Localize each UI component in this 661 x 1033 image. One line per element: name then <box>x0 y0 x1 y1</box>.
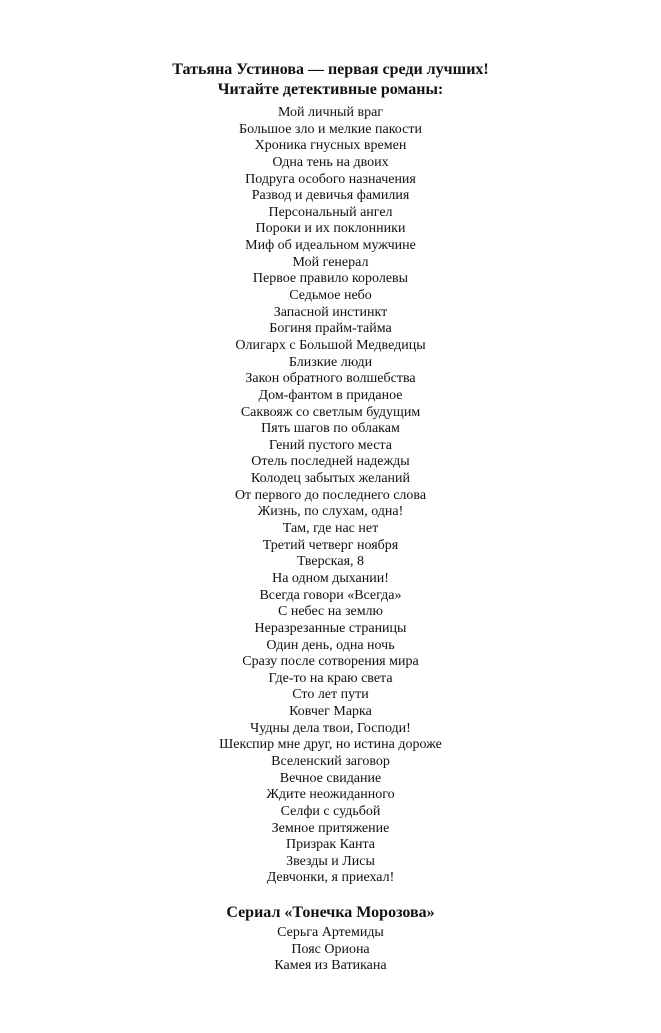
novel-title: Жизнь, по слухам, одна! <box>257 504 404 520</box>
novel-title: Тверская, 8 <box>296 554 365 570</box>
novel-title: Ждите неожиданного <box>266 787 395 803</box>
novel-title: Мой генерал <box>292 254 369 270</box>
novel-title: Там, где нас нет <box>282 521 379 537</box>
novel-title: На одном дыхании! <box>272 570 389 586</box>
novel-title: Сразу после сотворения мира <box>242 654 419 670</box>
novel-title: Гений пустого места <box>269 437 392 453</box>
novel-title: Саквояж со светлым будущим <box>240 404 421 420</box>
novel-title: Отель последней надежды <box>251 454 410 470</box>
novel-list <box>0 105 661 887</box>
novel-title: Одна тень на двоих <box>272 154 389 170</box>
novel-title: Колодец забытых желаний <box>250 471 411 487</box>
novel-title: Один день, одна ночь <box>266 637 395 653</box>
novel-title: Селфи с судьбой <box>280 803 381 819</box>
novel-title: Олигарх с Большой Медведицы <box>235 337 426 353</box>
series-book-title: Камея из Ватикана <box>274 958 387 974</box>
novel-title: Мой личный враг <box>277 105 384 120</box>
novel-title: Звезды и Лисы <box>286 853 375 869</box>
novel-title: Вселенский заговор <box>271 753 390 769</box>
page-heading <box>0 60 661 100</box>
novel-title: Девчонки, я приехал! <box>266 870 395 886</box>
novel-title: Третий четверг ноября <box>262 537 399 553</box>
series-heading-block <box>0 903 661 923</box>
series-book-title: Пояс Ориона <box>291 941 370 957</box>
novel-title: От первого до последнего слова <box>234 487 427 503</box>
novel-title: Большое зло и мелкие пакости <box>239 121 422 137</box>
novel-title: Призрак Канта <box>285 837 375 853</box>
novel-title: Пять шагов по облакам <box>261 421 400 437</box>
novel-title: Шекспир мне друг, но истина дороже <box>219 737 442 753</box>
novel-title: Где-то на краю света <box>268 670 393 686</box>
novel-title: Миф об идеальном мужчине <box>245 238 416 254</box>
novel-title: Близкие люди <box>288 354 373 370</box>
novel-title: Неразрезанные страницы <box>254 620 407 636</box>
series-title: Сериал «Тонечка Морозова» <box>226 904 435 921</box>
novel-title: Богиня прайм-тайма <box>269 321 392 337</box>
novel-title: Седьмое небо <box>289 288 372 304</box>
series-book-title: Серьга Артемиды <box>277 925 384 940</box>
novel-title: Всегда говори «Всегда» <box>259 587 402 603</box>
series-book-list <box>0 925 661 975</box>
novel-title: Первое правило королевы <box>252 271 409 287</box>
novel-title: С небес на землю <box>277 604 383 620</box>
novel-title: Персональный ангел <box>268 204 393 220</box>
novel-title: Вечное свидание <box>279 770 382 786</box>
novel-title: Ковчег Марка <box>289 704 372 720</box>
novel-title: Чудны дела твои, Господи! <box>250 720 411 736</box>
heading-line-author: Татьяна Устинова — первая среди лучших! <box>172 61 489 78</box>
novel-title: Сто лет пути <box>292 687 369 703</box>
novel-title: Земное притяжение <box>271 820 390 836</box>
novel-title: Пороки и их поклонники <box>255 221 406 237</box>
heading-line-invite: Читайте детективные романы: <box>217 81 444 98</box>
novel-title: Закон обратного волшебства <box>245 371 416 387</box>
novel-title: Развод и девичья фамилия <box>251 188 410 204</box>
novel-title: Подруга особого назначения <box>245 171 416 187</box>
novel-title: Хроника гнусных времен <box>254 138 407 154</box>
novel-title: Запасной инстинкт <box>273 304 388 320</box>
novel-title: Дом-фантом в приданое <box>258 387 403 403</box>
